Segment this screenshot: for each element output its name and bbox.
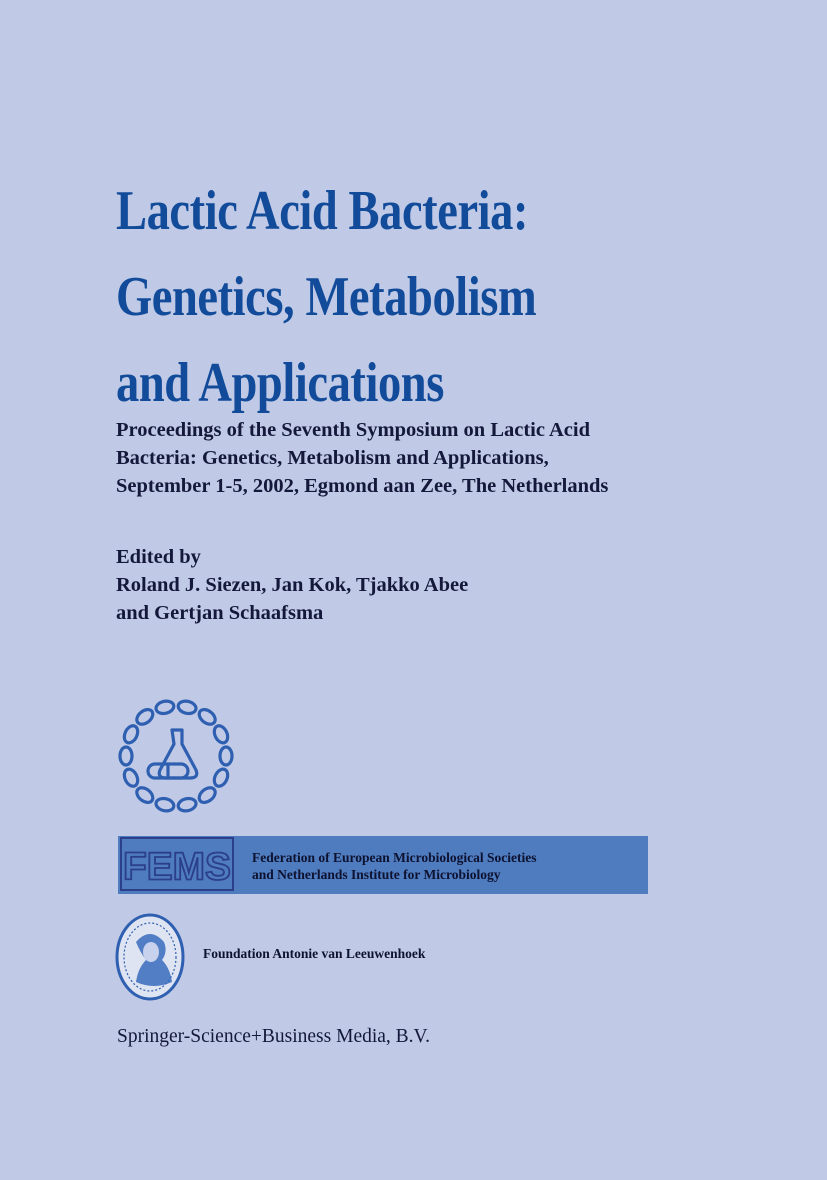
book-title (116, 168, 680, 426)
publisher-name: Springer-Science+Business Media, B.V. (117, 1026, 430, 1047)
fems-description (252, 849, 536, 883)
logo-loop (196, 707, 218, 728)
logo-loop (155, 797, 175, 813)
title-line: Genetics, Metabolism (116, 266, 537, 328)
logo-loop (212, 724, 231, 745)
logo-loop (120, 747, 132, 765)
title-line: Lactic Acid Bacteria: (116, 180, 529, 242)
logo-loop (122, 724, 141, 745)
symposium-logo-icon (112, 696, 240, 818)
logo-loop (220, 747, 232, 765)
logo-loop (177, 699, 197, 715)
logo-loop (122, 767, 141, 788)
editor-names: and Gertjan Schaafsma (116, 602, 324, 624)
fems-line: Federation of European Microbiological Societies (252, 850, 537, 865)
editor-names: Roland J. Siezen, Jan Kok, Tjakko Abee (116, 574, 469, 596)
foundation-name: Foundation Antonie van Leeuwenhoek (203, 946, 426, 961)
edited-by-label: Edited by (116, 546, 201, 568)
subtitle-line: September 1-5, 2002, Egmond aan Zee, The Netherlands (116, 475, 609, 497)
fems-banner (118, 836, 648, 894)
logo-loop (212, 767, 231, 788)
title-line: and Applications (116, 352, 444, 414)
logo-loop (134, 707, 156, 728)
fems-logo-icon (120, 837, 234, 891)
logo-loop (177, 797, 197, 813)
editors-block (116, 543, 716, 627)
fems-logo-text: FEMS (123, 845, 232, 889)
logo-loop (196, 785, 218, 806)
logo-loop (155, 699, 175, 715)
subtitle-line: Bacteria: Genetics, Metabolism and Applications, (116, 447, 549, 469)
fems-line: and Netherlands Institute for Microbiology (252, 867, 501, 882)
logo-loop (134, 785, 156, 806)
subtitle-line: Proceedings of the Seventh Symposium on Lactic Acid (116, 419, 590, 441)
book-subtitle (116, 416, 736, 500)
leeuwenhoek-medal-icon (114, 912, 186, 1002)
